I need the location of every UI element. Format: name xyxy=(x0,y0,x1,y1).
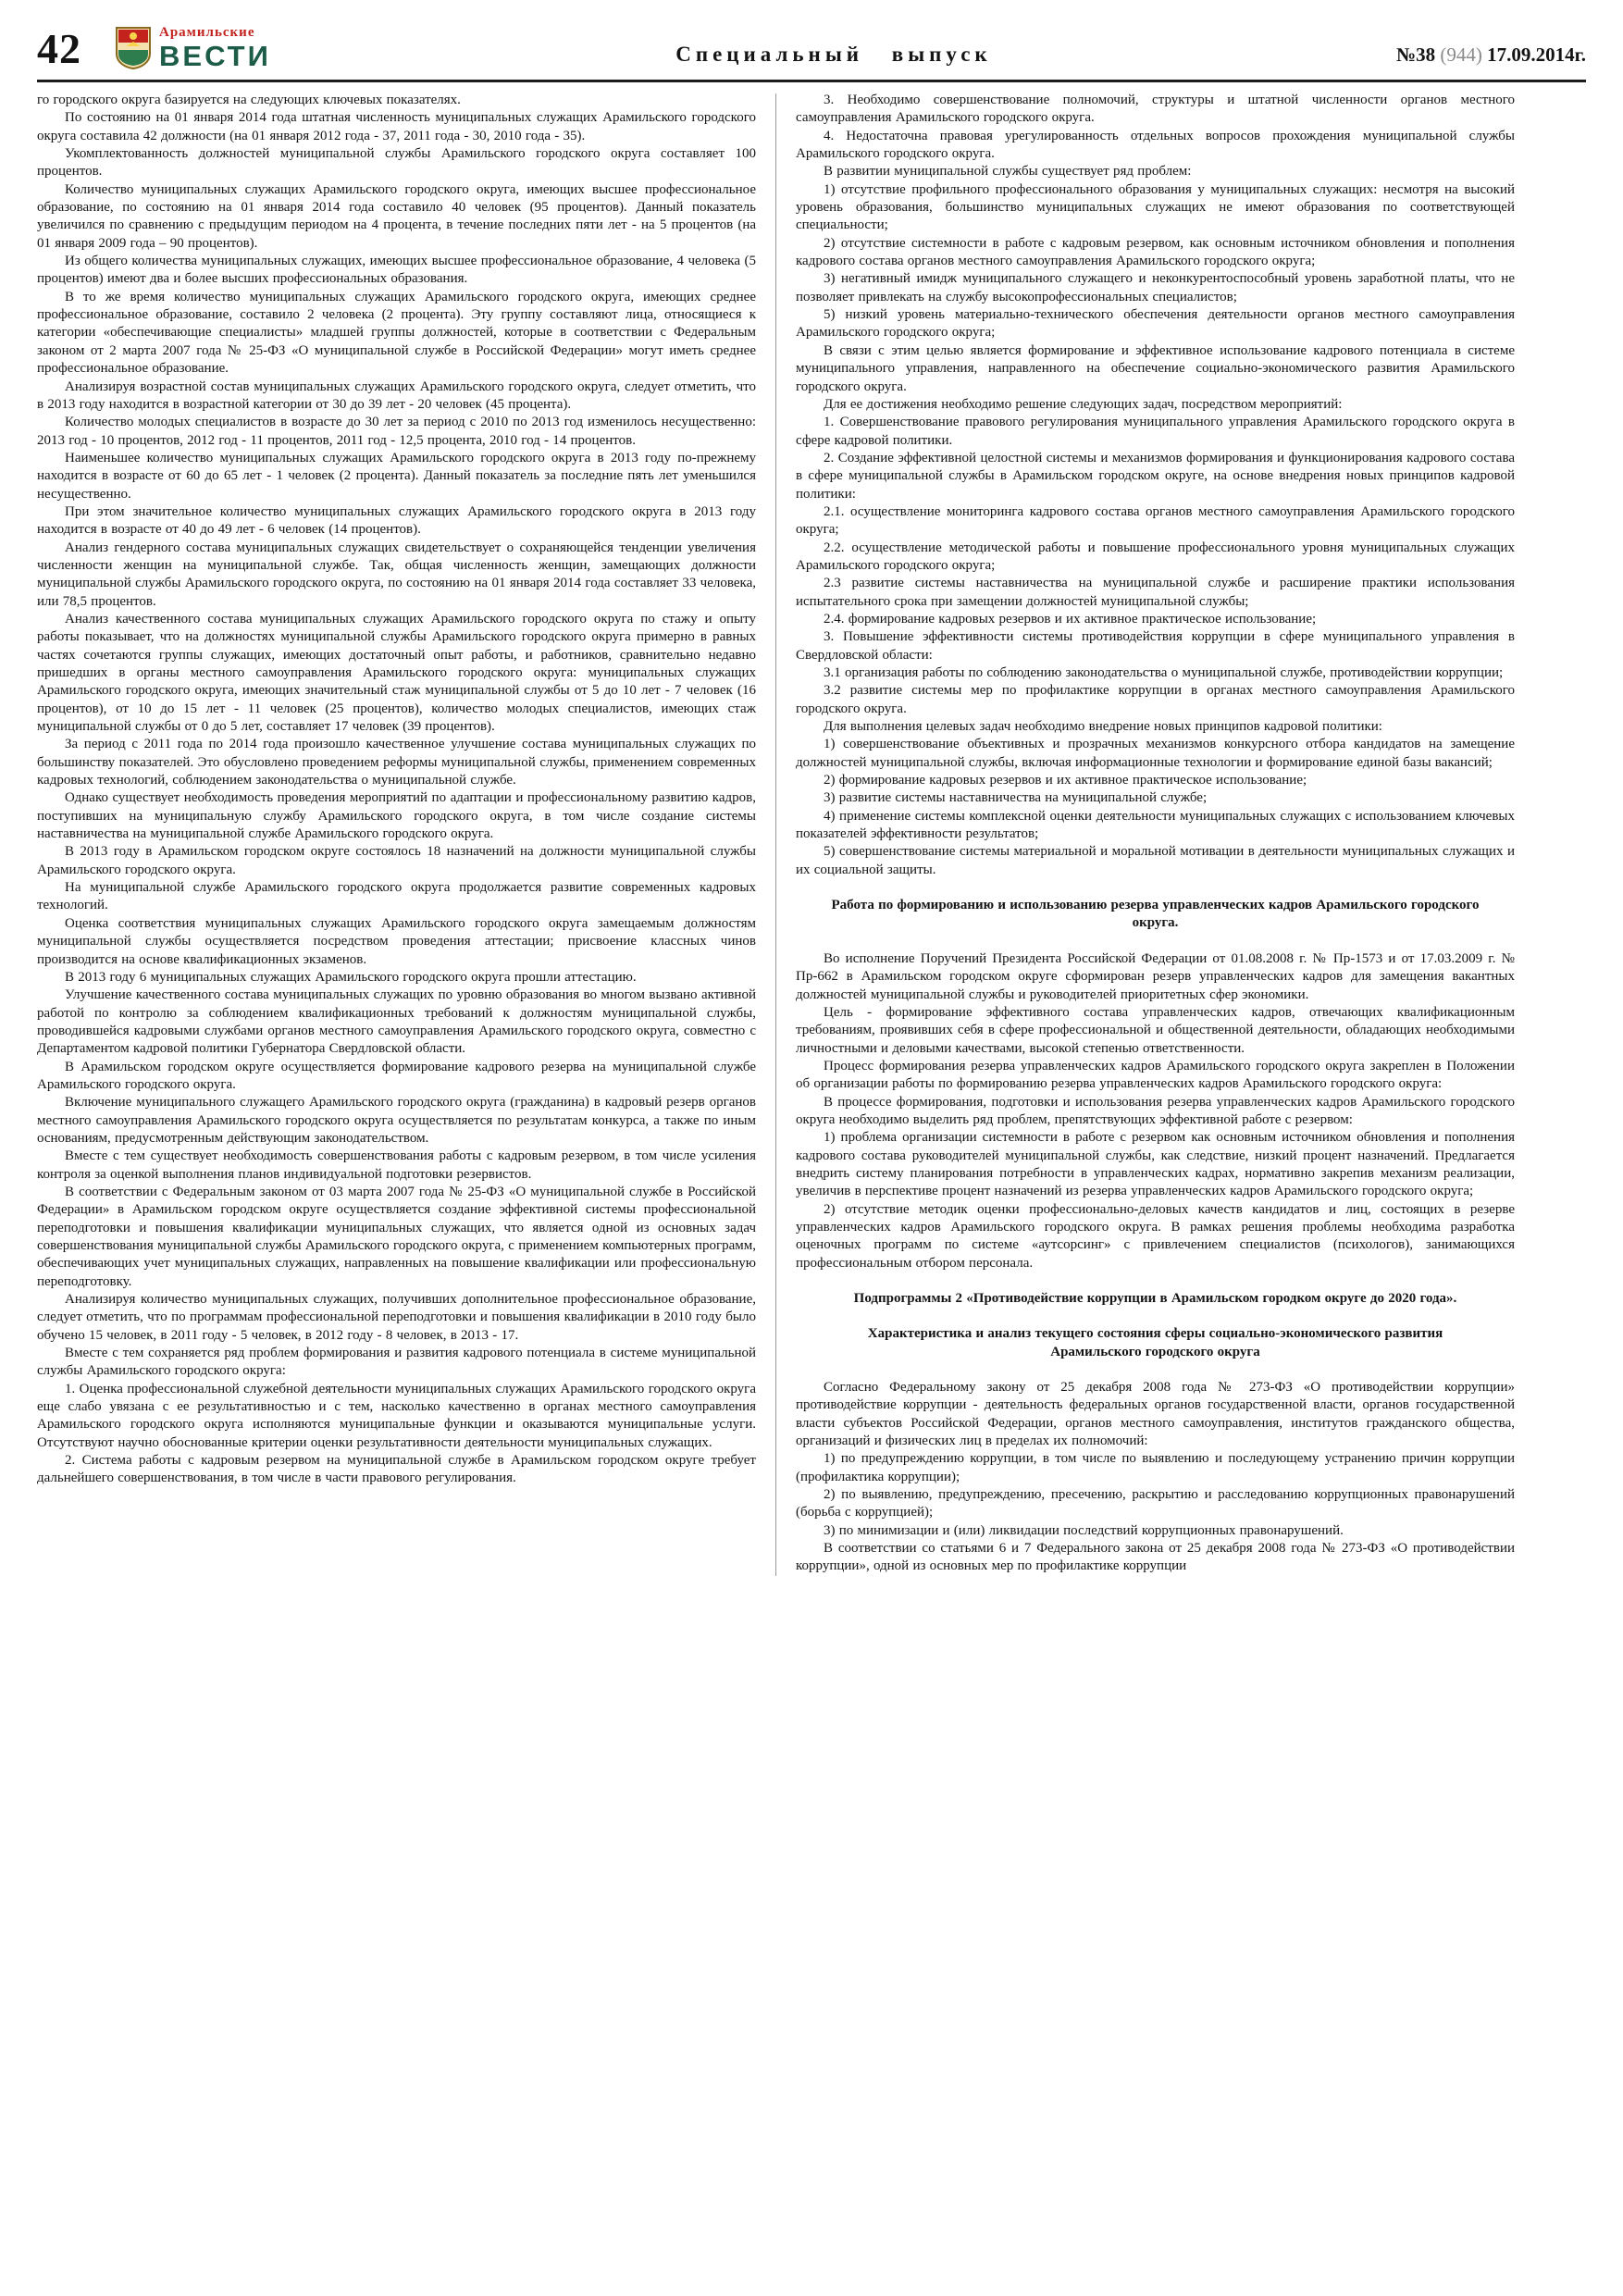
paragraph: 2) отсутствие системности в работе с кадровым резервом, как основным источником обновления и пополнения кадрового состава органов местного самоуправления Арамильского городского округа; xyxy=(796,235,1515,269)
paragraph: 1) проблема организации системности в работе с резервом как основным источником обновления и пополнения кадрового состава руководителей муниципальной службы, как следствие, низкий процент назначений. Предлагается внедрить систему планирования потребности в управленческих кадрах, нормативно закрепив механизм реализации, увеличив в перспективе процент назначений из резерва управленческих кадров Арамильского городского округа; xyxy=(796,1130,1515,1199)
paragraph: Включение муниципального служащего Арамильского городского округа (гражданина) в кадровый резерв органов местного самоуправления Арамильского городского округа осуществляется по результатам конкурса, а также по иным основаниям, предусмотренным действующим законодательством. xyxy=(37,1095,756,1146)
paragraph: По состоянию на 01 января 2014 года штатная численность муниципальных служащих Арамильского городского округа составила 42 должности (на 01 января 2012 года - 37, 2011 года - 30, 2010 года - 35). xyxy=(37,110,756,143)
paragraph: В связи с этим целью является формирование и эффективное использование кадрового потенциала в системе муниципального управления, направленного на обеспечение социально-экономического развития Арамильского городского округа. xyxy=(796,342,1515,394)
paragraph: Оценка соответствия муниципальных служащих Арамильского городского округа замещаемым должностям муниципальной службы осуществляется посредством проведения аттестации; присвоение классных чинов производится на основе квалификационных экзаменов. xyxy=(37,915,756,967)
special-issue-title: Специальный выпуск xyxy=(675,43,992,66)
paragraph: Для ее достижения необходимо решение следующих задач, посредством мероприятий: xyxy=(824,396,1343,412)
paragraph: 4. Недостаточна правовая урегулированность отдельных вопросов прохождения муниципальной службы Арамильского городского округа. xyxy=(796,128,1515,162)
page-header xyxy=(37,20,1586,82)
paragraph: Согласно Федеральному закону от 25 декабря 2008 года № 273-ФЗ «О противодействии коррупции» противодействие коррупции - деятельность федеральных органов государственной власти, органов государственной власти субъектов Российской Федерации, органов местного самоуправления, институтов гражданского общества, организаций и физических лиц в пределах их полномочий: xyxy=(796,1380,1515,1449)
paragraph: 1) отсутствие профильного профессионального образования у муниципальных служащих: несмотря на высокий уровень образования, большинство муниципальных служащих не имеют образования по соответствующей специальности; xyxy=(796,181,1515,233)
paragraph: В Арамильском городском округе осуществляется формирование кадрового резерва на муниципальной службе Арамильского городского округа. xyxy=(37,1059,756,1092)
paragraph: 3) развитие системы наставничества на муниципальной службе; xyxy=(824,790,1208,806)
paragraph: 2.3 развитие системы наставничества на муниципальной службе и расширение практики использования испытательного срока при замещении должностей муниципальной службы; xyxy=(796,576,1515,609)
paragraph: В процессе формирования, подготовки и использования резерва управленческих кадров Арамильского городского округа необходимо выделить ряд проблем, препятствующих эффективной работе с резервом: xyxy=(796,1094,1515,1127)
issue-info xyxy=(1396,43,1586,70)
paragraph: Улучшение качественного состава муниципальных служащих по уровню образования во многом вызвано активной работой по контролю за соблюдением квалификационных требований к должностям муниципальной службы, проводившейся кадровыми службами органов местного самоуправления Арамильского городского округа, совместно с Департаментом кадровой политики Губернатора Свердловской области. xyxy=(37,987,756,1057)
paragraph: Вместе с тем существует необходимость совершенствования работы с кадровым резервом, в том числе усиления контроля за оценкой выполнения планов индивидуальной подготовки резервистов. xyxy=(37,1148,756,1182)
paragraph: В соответствии со статьями 6 и 7 Федерального закона от 25 декабря 2008 года № 273-ФЗ «О противодействии коррупции», одной из основных мер по профилактике коррупции xyxy=(796,1541,1515,1574)
paragraph: Во исполнение Поручений Президента Российской Федерации от 01.08.2008 г. № Пр-1573 и от 17.03.2009 г. № Пр-662 в Арамильском городском округе сформирован резерв управленческих кадров для замещения вакантных должностей муниципальной службы и руководителей приоритетных сфер экономики. xyxy=(796,950,1515,1002)
paragraph: За период с 2011 года по 2014 года произошло качественное улучшение состава муниципальных служащих по большинству показателей. Это обусловлено проведением реформы муниципальной службы, применением современных кадровых технологий, соблюдением законодательства о муниципальной службе. xyxy=(37,737,756,788)
paragraph: 2) формирование кадровых резервов и их активное практическое использование; xyxy=(824,773,1307,788)
paragraph: 2.4. формирование кадровых резервов и их активное практическое использование; xyxy=(824,611,1317,627)
paragraph: 2.2. осуществление методической работы и повышение профессионального уровня муниципальных служащих Арамильского городского округа; xyxy=(796,540,1515,573)
paragraph: Вместе с тем сохраняется ряд проблем формирования и развития кадрового потенциала в системе муниципальной службы Арамильского городского округа: xyxy=(37,1346,756,1379)
paragraph: 3.2 развитие системы мер по профилактике коррупции в органах местного самоуправления Арамильского городского округа. xyxy=(796,683,1515,716)
column-right xyxy=(796,92,1515,1576)
paragraph: 3. Повышение эффективности системы противодействия коррупции в сфере муниципального управления в Свердловской области: xyxy=(796,629,1515,663)
paragraph: Наименьшее количество муниципальных служащих Арамильского городского округа в 2013 году по-прежнему находится в возрасте от 60 до 65 лет - 1 человек (2 процента). Данный показатель за последние пять лет уменьшился несущественно. xyxy=(37,450,756,502)
page-number: 42 xyxy=(37,25,81,72)
paragraph: Процесс формирования резерва управленческих кадров Арамильского городского округа закреплен в Положении об организации работы по формированию резерва управленческих кадров Арамильского городского округа: xyxy=(796,1058,1515,1092)
issue-serial: (944) xyxy=(1440,43,1482,66)
emblem-icon xyxy=(115,26,152,70)
paragraph: 2.1. осуществление мониторинга кадрового состава органов местного самоуправления Арамильского городского округа; xyxy=(796,503,1515,538)
section-heading: Работа по формированию и использованию резерва управленческих кадров Арамильского городского округа. xyxy=(831,898,1480,931)
paragraph: Для выполнения целевых задач необходимо внедрение новых принципов кадровой политики: xyxy=(824,719,1382,735)
paragraph: В 2013 году 6 муниципальных служащих Арамильского городского округа прошли аттестацию. xyxy=(65,969,637,985)
masthead xyxy=(115,26,271,70)
paragraph: 3. Необходимо совершенствование полномочий, структуры и штатной численности органов местного самоуправления Арамильского городского округа. xyxy=(796,93,1515,126)
paragraph: Анализируя возрастной состав муниципальных служащих Арамильского городского округа, следует отметить, что в 2013 году находится в возрастной категории от 30 до 39 лет - 20 человек (45 процента). xyxy=(37,379,756,412)
paragraph: В развитии муниципальной службы существует ряд проблем: xyxy=(824,164,1192,180)
column-left xyxy=(37,92,756,1576)
paragraph: 1. Совершенствование правового регулирования муниципального управления Арамильского городского округа в сфере кадровой политики. xyxy=(796,415,1515,448)
paragraph: 2. Создание эффективной целостной системы и механизмов формирования и функционирования кадрового состава в сфере муниципальной службы в Арамильском городском округе, на основе внедрения новых принципов кадровой политики: xyxy=(796,450,1515,502)
paragraph: 1) по предупреждению коррупции, в том числе по выявлению и последующему устранению причин коррупции (профилактика коррупции); xyxy=(796,1451,1515,1484)
masthead-title-top: Арамильские xyxy=(159,25,255,40)
section-heading: Подпрограммы 2 «Противодействие коррупции в Арамильском городком округе до 2020 года». xyxy=(853,1291,1457,1306)
paragraph: 4) применение системы комплексной оценки деятельности муниципальных служащих с использованием ключевых показателей эффективности результатов; xyxy=(796,808,1515,842)
masthead-text xyxy=(159,26,271,70)
section-heading: Характеристика и анализ текущего состояния сферы социально-экономического развития Арамильского городского округа xyxy=(867,1326,1443,1359)
paragraph: В 2013 году в Арамильском городском округе состоялось 18 назначений на должности муниципальной службы Арамильского городского округа. xyxy=(37,844,756,877)
paragraph: Количество молодых специалистов в возрасте до 30 лет за период с 2010 по 2013 год изменилось несущественно: 2013 год - 10 процентов, 2012 год - 11 процентов, 2011 год - 12,5 процента, 2010 год - 14 процентов. xyxy=(37,415,756,448)
paragraph: Однако существует необходимость проведения мероприятий по адаптации и профессиональному развитию кадров, поступивших на муниципальную службу Арамильского городского округа, в том числе создание системы наставничества на муниципальной службе Арамильского городского округа. xyxy=(37,790,756,842)
paragraph: 3) негативный имидж муниципального служащего и неконкурентоспособный уровень заработной платы, что не позволяет привлекать на службу высокопрофессиональных специалистов; xyxy=(796,271,1515,304)
masthead-title-bottom: ВЕСТИ xyxy=(159,40,271,72)
paragraph: Из общего количества муниципальных служащих, имеющих высшее профессиональное образование, 4 человека (5 процентов) имеют два и более высших профессиональных образования. xyxy=(37,254,756,287)
paragraph: 5) совершенствование системы материальной и моральной мотивации в деятельности муниципальных служащих и их социальной защиты. xyxy=(796,844,1515,877)
paragraph: 2) отсутствие методик оценки профессионально-деловых качеств кандидатов и лиц, состоящих в резерве управленческих кадров Арамильского городского округа. В рамках решения проблемы необходима разработка оценочных программ по системе «аутсорсинг» с привлечением специалистов (психологов), занимающихся профессиональным отбором персонала. xyxy=(796,1201,1515,1271)
paragraph: Количество муниципальных служащих Арамильского городского округа, имеющих высшее профессиональное образование, по состоянию на 01 января 2014 года составило 40 человек (95 процентов). Данный показатель увеличился по сравнению с предыдущим периодом на 4 процента, в течение последних пяти лет - на 5 процентов (на 01 января 2009 года – 90 процентов). xyxy=(37,181,756,251)
paragraph: Анализ гендерного состава муниципальных служащих свидетельствует о сохраняющейся тенденции увеличения численности женщин на муниципальной службе. Так, общая численность женщин, замещающих должности муниципальной службы Арамильского городского округа, по состоянию на 01 января 2014 года составляет 33 человека, или 78,5 процентов. xyxy=(37,540,756,609)
paragraph: Анализируя количество муниципальных служащих, получивших дополнительное профессиональное образование, следует отметить, что по программам профессиональной переподготовки и повышения квалификации в 2010 году было обучено 15 человек, в 2011 году - 5 человек, в 2012 году - 8 человек, в 2013 - 17. xyxy=(37,1292,756,1343)
paragraph: При этом значительное количество муниципальных служащих Арамильского городского округа в 2013 году находится в возрасте от 40 до 49 лет - 6 человек (14 процентов). xyxy=(37,503,756,538)
column-divider xyxy=(775,93,776,1576)
article-columns xyxy=(37,92,1586,1576)
paragraph: Укомплектованность должностей муниципальной службы Арамильского городского округа составляет 100 процентов. xyxy=(37,146,756,180)
paragraph: 3) по минимизации и (или) ликвидации последствий коррупционных правонарушений. xyxy=(824,1522,1344,1538)
paragraph: В соответствии с Федеральным законом от 03 марта 2007 года № 25-ФЗ «О муниципальной службе в Российской Федерации» в Арамильском городском округе осуществляется создание эффективной системы профессиональной переподготовки и повышения квалификации муниципальных служащих, что является одной из основных задач совершенствования муниципальной службы Арамильского городского округа, с применением компьютерных программ, обеспечивающих учет муниципальных служащих, направленных на повышение квалификации или профессиональную переподготовку. xyxy=(37,1184,756,1289)
paragraph: 2. Система работы с кадровым резервом на муниципальной службе в Арамильском городском округе требует дальнейшего совершенствования, в том числе в части правового регулирования. xyxy=(37,1453,756,1486)
paragraph: 3.1 организация работы по соблюдению законодательства о муниципальной службе, противодействии коррупции; xyxy=(824,665,1504,680)
paragraph: Анализ качественного состава муниципальных служащих Арамильского городского округа по стажу и опыту работы показывает, что на должностях муниципальной службы Арамильского городского округа примерно в равных частях сочетаются группы служащих, имеющих достаточный опыт работы, и работников, сравнительно недавно пришедших в органы местного самоуправления Арамильского городского округа: муниципальных служащих Арамильского городского округа, имеющих значительный стаж муниципальной службы от 5 до 10 лет - 7 человек (16 процентов), от 10 до 15 лет - 11 человек (25 процентов), количество молодых специалистов, имеющих стаж муниципальной службы от 0 до 5 лет, составляет 17 человек (39 процентов). xyxy=(37,611,756,735)
paragraph: На муниципальной службе Арамильского городского округа продолжается развитие современных кадровых технологий. xyxy=(37,880,756,913)
paragraph: 2) по выявлению, предупреждению, пресечению, раскрытию и расследованию коррупционных правонарушений (борьба с коррупцией); xyxy=(796,1487,1515,1520)
issue-number: №38 xyxy=(1395,43,1441,66)
paragraph: го городского округа базируется на следующих ключевых показателях. xyxy=(37,93,461,107)
issue-date: 17.09.2014г. xyxy=(1481,43,1586,66)
paragraph: В то же время количество муниципальных служащих Арамильского городского округа, имеющих среднее профессиональное образование, составило 2 человека (2 процента). Эту группу составляют лица, относящиеся к категории «обеспечивающие специалисты» младшей группы должностей, которые в соответствии с Федеральным законом от 2 марта 2007 года № 25-ФЗ «О муниципальной службе в Российской Федерации» могут иметь среднее профессиональное образование. xyxy=(37,289,756,377)
paragraph: 1) совершенствование объективных и прозрачных механизмов конкурсного отбора кандидатов на замещение должностей муниципальной службы, включая информационные технологии и формирование единой базы вакансий; xyxy=(796,737,1515,770)
paragraph: 5) низкий уровень материально-технического обеспечения деятельности органов местного самоуправления Арамильского городского округа; xyxy=(796,307,1515,341)
paragraph: 1. Оценка профессиональной служебной деятельности муниципальных служащих Арамильского городского округа еще слабо увязана с ее результативностью и с тем, насколько качественно в органах местного самоуправления Арамильского городского округа исполняются муниципальные функции и оказываются муниципальные услуги. Отсутствуют научно обоснованные критерии оценки результативности деятельности муниципальных служащих. xyxy=(37,1381,756,1450)
paragraph: Цель - формирование эффективного состава управленческих кадров, отвечающих квалификационным требованиям, проявивших себя в сфере профессиональной и общественной деятельности, обладающих необходимыми личностными и деловыми качествами, высокой степенью ответственности. xyxy=(796,1004,1515,1056)
